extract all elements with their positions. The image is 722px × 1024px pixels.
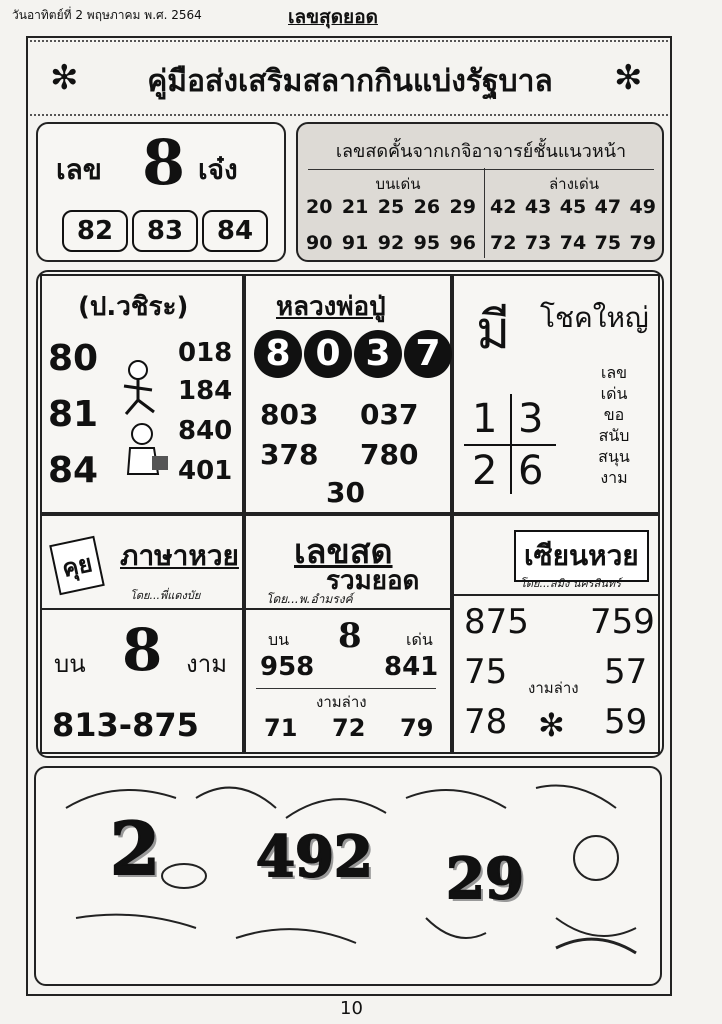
ngam-label: งาม <box>186 650 228 678</box>
word: งาม <box>600 468 628 487</box>
number: 759 <box>590 602 655 642</box>
number: 47 <box>594 196 622 218</box>
number: 803 <box>260 398 319 431</box>
sketch-panel <box>34 766 662 986</box>
number: 401 <box>178 456 233 486</box>
asterisk-icon: ✻ <box>614 58 643 98</box>
number: 378 <box>260 438 319 471</box>
asterisk-icon: ✻ <box>50 58 79 98</box>
mee-title: มี <box>476 301 511 361</box>
number-circle: 0 <box>304 330 352 378</box>
word: สนับ <box>598 426 630 445</box>
number: 45 <box>559 196 587 218</box>
sketch-number: 2 <box>110 806 161 891</box>
number: 79 <box>400 714 434 742</box>
page-title: คู่มือส่งเสริมสลากกินแบ่งรัฐบาล <box>147 64 553 99</box>
number: 42 <box>490 196 517 218</box>
byline: โดย...พ.อำมรงค์ <box>266 592 353 606</box>
kui-logo: คุย <box>49 536 105 595</box>
grid-divider <box>464 444 556 446</box>
sian-huay-cell <box>452 514 660 754</box>
kui-phasa-cell <box>40 514 244 754</box>
bottom-label: งามล่าง <box>528 679 579 697</box>
number: 72 <box>332 714 366 742</box>
number: 71 <box>264 714 298 742</box>
divider <box>256 688 436 689</box>
top-row <box>306 232 476 254</box>
phasa-huay-logo: ภาษาหวย <box>120 539 239 572</box>
byline: โดย...พี่แดงบัย <box>130 589 201 602</box>
number: 29 <box>449 196 476 218</box>
number: 57 <box>604 652 648 692</box>
number: 841 <box>384 652 439 682</box>
number-circle: 7 <box>404 330 452 378</box>
lucky-digit: 8 <box>142 126 186 199</box>
lucky-digit: 8 <box>122 616 163 684</box>
pawachira-cell <box>40 274 244 514</box>
number: 84 <box>48 450 99 491</box>
number: 78 <box>464 702 508 742</box>
number: 73 <box>524 232 552 254</box>
number: 90 <box>306 232 333 254</box>
top-row <box>306 196 476 218</box>
top-label: บน <box>54 650 86 678</box>
number-pill: 82 <box>62 210 128 252</box>
jeng-label: เจ๋ง <box>198 153 238 186</box>
number: 25 <box>377 196 405 218</box>
grid-number: 6 <box>518 448 544 494</box>
hot-label: เด่น <box>406 630 433 649</box>
word: ขอ <box>603 405 625 424</box>
number: 018 <box>178 338 233 368</box>
number: 037 <box>360 398 419 431</box>
top-label: บน <box>268 630 290 649</box>
blessing-words <box>584 362 644 488</box>
bottom-label: งามล่าง <box>316 693 367 711</box>
number: 840 <box>178 416 233 446</box>
number: 72 <box>490 232 517 254</box>
number: 21 <box>341 196 369 218</box>
bottom-row <box>490 196 656 218</box>
cell-title: (ป.วชิระ) <box>78 292 189 322</box>
number: 81 <box>48 394 99 435</box>
number: 95 <box>413 232 441 254</box>
lek-label: เลข <box>56 153 102 186</box>
mee-chok-cell <box>452 274 660 514</box>
number: 92 <box>377 232 405 254</box>
number: 184 <box>178 376 233 406</box>
number: 780 <box>360 438 419 471</box>
number: 59 <box>604 702 648 742</box>
number-circle: 8 <box>254 330 302 378</box>
lek-sot-logo: เลขสด <box>294 532 393 572</box>
word: สนุน <box>598 447 630 466</box>
number: 80 <box>48 338 99 379</box>
number: 26 <box>413 196 441 218</box>
cartoon-figures-icon <box>114 356 174 486</box>
lucky-digit: 8 <box>338 616 362 656</box>
word: เลข <box>600 363 628 382</box>
top-label: บนเด่น <box>375 175 421 193</box>
lek-jeng-panel <box>36 122 286 262</box>
number: 958 <box>260 652 315 682</box>
page-number: 10 <box>340 998 363 1019</box>
ruam-yod-logo: รวมยอด <box>326 566 420 596</box>
bottom-row <box>490 232 656 254</box>
issue-date: วันอาทิตย์ที่ 2 พฤษภาคม พ.ศ. 2564 <box>12 8 202 22</box>
grid-number: 2 <box>472 448 498 494</box>
number-pill: 83 <box>132 210 198 252</box>
number: 20 <box>306 196 333 218</box>
number: 30 <box>326 476 365 509</box>
bottom-label: ล่างเด่น <box>548 175 600 193</box>
byline: โดย...สมิง นครสินทร์ <box>520 577 621 590</box>
sian-huay-logo: เซียนหวย <box>514 530 649 582</box>
grid-number: 3 <box>518 396 544 442</box>
word: เด่น <box>600 384 628 403</box>
sketch-number: 29 <box>446 846 524 912</box>
advanced-numbers-panel <box>296 122 664 262</box>
number: 91 <box>341 232 369 254</box>
luang-por-pu-cell <box>244 274 452 514</box>
asterisk-icon: ✻ <box>538 706 565 744</box>
number-circle: 3 <box>354 330 402 378</box>
number-pill: 84 <box>202 210 268 252</box>
number-pair: 813-875 <box>52 706 199 744</box>
lek-sot-cell <box>244 514 452 754</box>
number: 43 <box>524 196 552 218</box>
number: 875 <box>464 602 529 642</box>
chok-title: โชคใหญ่ <box>540 301 649 334</box>
number: 96 <box>449 232 476 254</box>
number: 79 <box>629 232 656 254</box>
panel-title: เลขสดคั้นจากเกจิอาจารย์ชั้นแนวหน้า <box>308 136 654 170</box>
sketch-number: 492 <box>256 824 373 890</box>
divider <box>484 168 485 258</box>
number: 75 <box>594 232 622 254</box>
number: 49 <box>629 196 656 218</box>
number: 75 <box>464 652 508 692</box>
cell-title: หลวงพ่อปู่ <box>276 292 386 322</box>
masthead-logo: เลขสุดยอด <box>288 6 378 28</box>
number: 74 <box>559 232 587 254</box>
grid-number: 1 <box>472 396 498 442</box>
